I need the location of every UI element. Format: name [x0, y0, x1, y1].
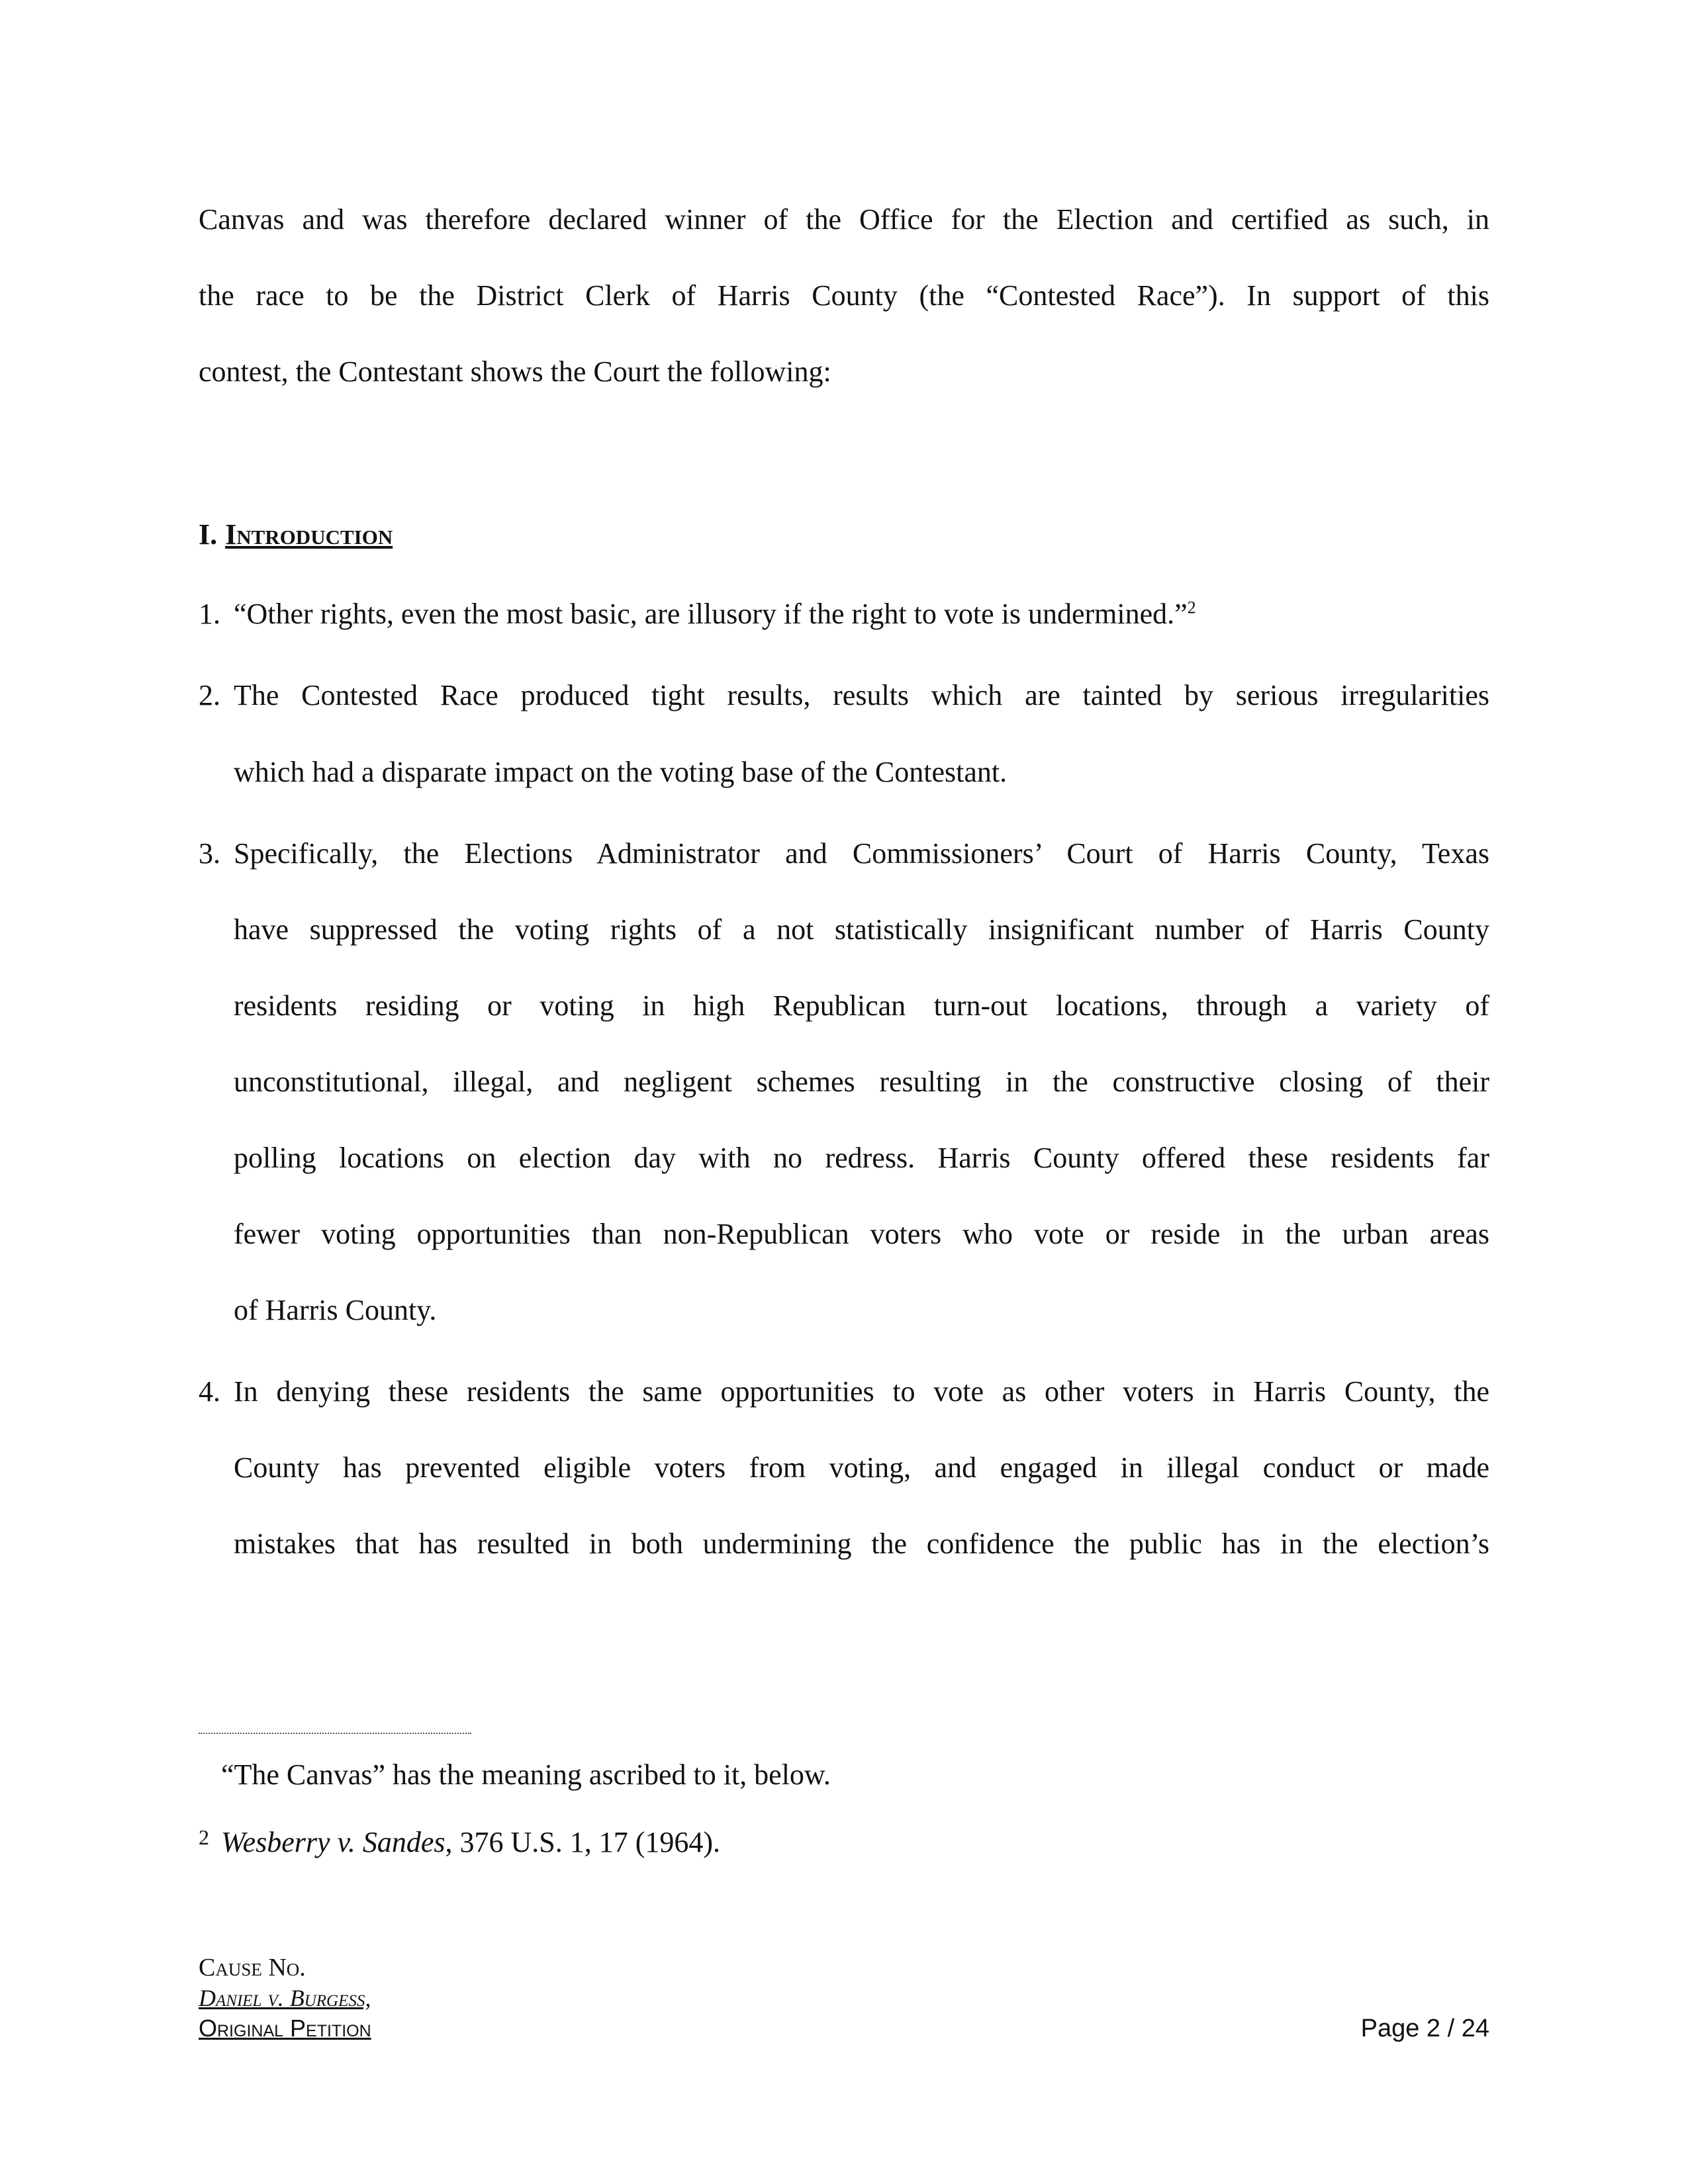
footnote-separator [199, 1733, 471, 1734]
body-line [234, 589, 1489, 639]
footnote [199, 1754, 831, 1796]
footer-parties: Daniel v. Burgess, [199, 1985, 371, 2011]
body-line: of Harris County. [234, 1294, 437, 1326]
footer-document-title: Original Petition [199, 2015, 371, 2042]
page-number: Page 2 / 24 [1360, 2015, 1489, 2042]
footnote-mark: 2 [199, 1825, 209, 1849]
body-line: fewer voting opportunities than non-Republican voters who vote or reside in the urban areas [234, 1218, 1489, 1250]
footnote-ref[interactable]: 2 [1187, 598, 1196, 617]
body-line: Canvas and was therefore declared winner of the Office for the Election and certified as such, in [199, 203, 1489, 236]
body-line: Specifically, the Elections Administrator and Commissioners’ Court of Harris County, Texas [234, 837, 1489, 870]
body-line: mistakes that has resulted in both undermining the confidence the public has in the election’s [234, 1527, 1489, 1560]
body-line: the race to be the District Clerk of Harris County (the “Contested Race”). In support of this [199, 279, 1489, 312]
paragraph-number: 2. [199, 679, 220, 711]
body-text: “Other rights, even the most basic, are illusory if the right to vote is undermined.” [234, 598, 1188, 630]
body-line: have suppressed the voting rights of a not statistically insignificant number of Harris County [234, 913, 1489, 946]
section-heading [199, 510, 393, 560]
footer-cause-number: Cause No. [199, 1954, 306, 1981]
body-line: The Contested Race produced tight results, results which are tainted by serious irregularities [234, 679, 1489, 711]
body-line: which had a disparate impact on the voting base of the Contestant. [234, 756, 1008, 788]
body-line: unconstitutional, illegal, and negligent schemes resulting in the constructive closing of their [234, 1066, 1489, 1098]
section-title: Introduction [225, 518, 393, 551]
body-line: polling locations on election day with no redress. Harris County offered these residents far [234, 1142, 1489, 1174]
section-number: I. [199, 518, 218, 551]
body-line: contest, the Contestant shows the Court the following: [199, 355, 831, 388]
paragraph-number: 3. [199, 837, 220, 870]
body-line: residents residing or voting in high Republican turn-out locations, through a variety of [234, 989, 1489, 1022]
paragraph-number: 4. [199, 1375, 220, 1408]
footnote-text: , 376 U.S. 1, 17 (1964). [445, 1826, 721, 1858]
footer-caption [199, 1952, 371, 2044]
footnote-case-name: Wesberry v. Sandes [221, 1826, 445, 1858]
body-line: County has prevented eligible voters from voting, and engaged in illegal conduct or made [234, 1451, 1489, 1484]
body-line: In denying these residents the same opportunities to vote as other voters in Harris County, the [234, 1375, 1489, 1408]
paragraph-number: 1. [199, 598, 220, 630]
footnote [199, 1821, 720, 1864]
footnote-text: “The Canvas” has the meaning ascribed to it, below. [221, 1758, 831, 1791]
